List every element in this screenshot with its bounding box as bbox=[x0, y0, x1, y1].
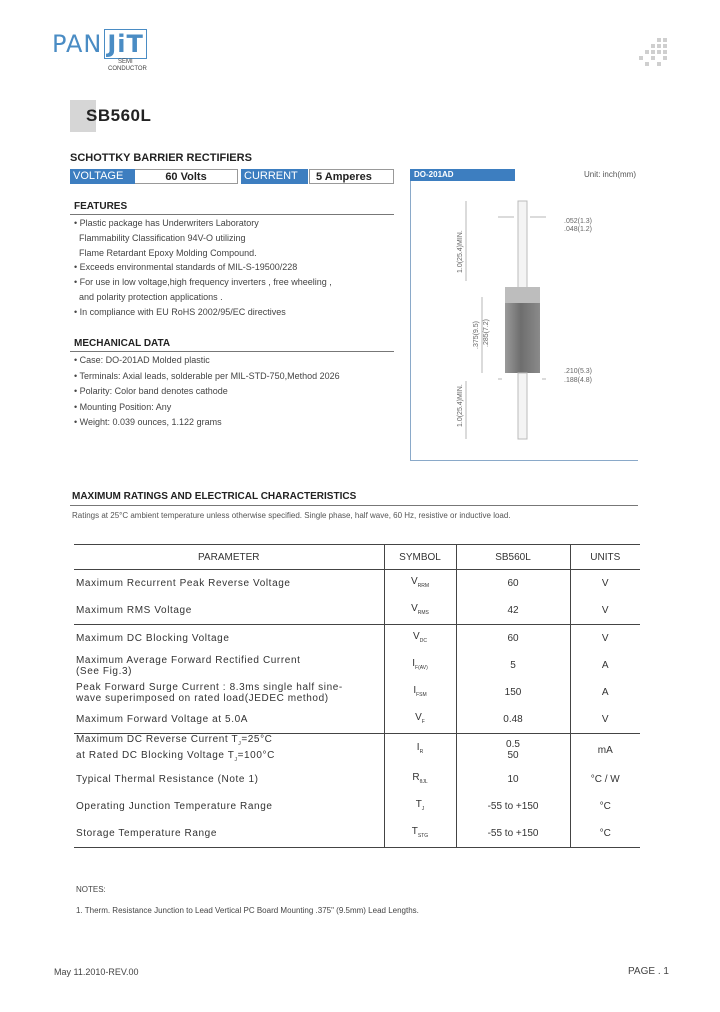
table-row bbox=[74, 625, 640, 653]
unit-cell: °C bbox=[570, 793, 640, 820]
param-cell bbox=[74, 597, 384, 625]
param-text: Maximum RMS Voltage bbox=[76, 605, 192, 616]
mechanical-line: • Case: DO-201AD Molded plastic bbox=[74, 355, 210, 365]
package-unit: Unit: inch(mm) bbox=[583, 170, 636, 179]
corner-pattern-icon bbox=[637, 38, 667, 68]
param-text-line2 bbox=[76, 750, 384, 766]
current-label: CURRENT bbox=[241, 169, 308, 184]
symbol-subscript: STG bbox=[417, 832, 429, 839]
logo-sub-line1: SEMI bbox=[118, 59, 133, 65]
symbol-cell bbox=[384, 734, 456, 767]
symbol-text: I bbox=[413, 684, 417, 696]
value-cell: 60 bbox=[456, 625, 570, 653]
feature-line: • For use in low voltage,high frequency inverters , free wheeling , bbox=[74, 277, 332, 288]
feature-line: Flame Retardant Epoxy Molding Compound. bbox=[79, 247, 257, 258]
feature-line: and polarity protection applications . bbox=[79, 291, 223, 302]
symbol-cell bbox=[384, 706, 456, 734]
param-text: Storage Temperature Range bbox=[76, 828, 218, 839]
logo-jit-text: JiT bbox=[104, 29, 147, 59]
logo-sub-line2: CONDUCTOR bbox=[108, 66, 147, 72]
bottom-lead bbox=[518, 373, 527, 439]
mechanical-line: • Terminals: Axial leads, solderable per MIL-STD-750,Method 2026 bbox=[74, 370, 340, 381]
param-text: Peak Forward Surge Current : 8.3ms single half sine- bbox=[76, 681, 343, 693]
dim-bottom-lead-text: 1.0(25.4)MIN. bbox=[457, 384, 464, 427]
param-text-line2: (See Fig.3) bbox=[76, 665, 133, 677]
features-heading: FEATURES bbox=[70, 201, 394, 215]
param-text-a-end: =25°C bbox=[241, 734, 273, 745]
feature-line: • Plastic package has Underwriters Laboratory bbox=[74, 218, 259, 228]
symbol-text: V bbox=[410, 575, 418, 587]
value-cell: 60 bbox=[456, 570, 570, 598]
col-header-part: SB560L bbox=[456, 545, 570, 570]
param-text bbox=[76, 734, 384, 750]
symbol-cell bbox=[384, 793, 456, 820]
table-row bbox=[74, 679, 640, 706]
col-header-parameter: PARAMETER bbox=[74, 545, 384, 570]
param-text: Operating Junction Temperature Range bbox=[76, 801, 273, 812]
dim-lead-dia-2-text: .048(1.2) bbox=[564, 226, 593, 233]
dim-top-lead-text: 1.0(25.4)MIN. bbox=[457, 230, 464, 273]
symbol-text: T bbox=[411, 825, 418, 837]
voltage-label: VOLTAGE bbox=[70, 169, 135, 184]
feature-line: • Exceeds environmental standards of MIL-S-19500/228 bbox=[74, 262, 298, 273]
col-header-symbol: SYMBOL bbox=[384, 545, 456, 570]
voltage-value: 60 Volts bbox=[135, 169, 238, 184]
table-row bbox=[74, 570, 640, 598]
unit-cell: °C bbox=[570, 820, 640, 848]
symbol-subscript: RRM bbox=[417, 582, 430, 589]
param-cell bbox=[74, 820, 384, 848]
param-text-b-end: =100°C bbox=[237, 750, 275, 761]
param-cell bbox=[74, 734, 384, 767]
unit-cell: V bbox=[570, 570, 640, 598]
mechanical-line: • Mounting Position: Any bbox=[74, 401, 172, 412]
value-cell bbox=[456, 734, 570, 767]
top-lead bbox=[518, 201, 527, 297]
symbol-text: R bbox=[412, 771, 420, 783]
symbol-text: V bbox=[415, 711, 422, 723]
value-cell: 150 bbox=[456, 679, 570, 706]
company-logo bbox=[52, 30, 147, 58]
dim-body-dia-2-text: .188(4.8) bbox=[564, 377, 593, 384]
table-row bbox=[74, 706, 640, 734]
param-text: Maximum Recurrent Peak Reverse Voltage bbox=[76, 578, 291, 589]
unit-cell: mA bbox=[570, 734, 640, 767]
param-text-line2: wave superimposed on rated load(JEDEC method) bbox=[76, 692, 329, 704]
param-cell bbox=[74, 625, 384, 653]
param-cell bbox=[74, 706, 384, 734]
table-row bbox=[74, 820, 640, 848]
value-cell: 42 bbox=[456, 597, 570, 625]
table-row bbox=[74, 652, 640, 679]
param-text: Typical Thermal Resistance (Note 1) bbox=[76, 774, 259, 785]
param-text-b: at Rated DC Blocking Voltage T bbox=[76, 750, 235, 761]
symbol-cell bbox=[384, 652, 456, 679]
max-ratings-divider bbox=[70, 505, 638, 506]
symbol-text: I bbox=[412, 657, 416, 669]
value-cell: -55 to +150 bbox=[456, 820, 570, 848]
package-header bbox=[410, 169, 638, 181]
symbol-subscript: DC bbox=[419, 637, 427, 644]
symbol-text: V bbox=[411, 602, 418, 614]
table-row bbox=[74, 597, 640, 625]
feature-line: • In compliance with EU RoHS 2002/95/EC directives bbox=[74, 306, 286, 317]
param-cell bbox=[74, 766, 384, 793]
mechanical-line: • Polarity: Color band denotes cathode bbox=[74, 386, 228, 397]
value-cell: 10 bbox=[456, 766, 570, 793]
diode-body bbox=[505, 297, 540, 373]
dim-body-len-2-text: .285(7.2) bbox=[483, 318, 490, 347]
param-text: Maximum Forward Voltage at 5.0A bbox=[76, 714, 248, 725]
unit-cell: V bbox=[570, 706, 640, 734]
symbol-text: I bbox=[416, 742, 420, 753]
value-line1: 0.5 bbox=[506, 739, 520, 750]
package-name: DO-201AD bbox=[410, 169, 515, 181]
value-cell: 5 bbox=[456, 652, 570, 679]
table-header-row bbox=[74, 545, 640, 570]
table-row bbox=[74, 793, 640, 820]
symbol-cell bbox=[384, 625, 456, 653]
symbol-subscript: F(AV) bbox=[415, 664, 428, 671]
symbol-text: V bbox=[413, 630, 420, 642]
note-1: 1. Therm. Resistance Junction to Lead Vertical PC Board Mounting .375" (9.5mm) Lead Lengths. bbox=[76, 906, 419, 915]
max-ratings-heading: MAXIMUM RATINGS AND ELECTRICAL CHARACTERISTICS bbox=[72, 491, 357, 502]
notes-heading: NOTES: bbox=[76, 885, 106, 894]
part-number-title: SB560L bbox=[86, 106, 152, 125]
param-text: Maximum DC Blocking Voltage bbox=[76, 633, 230, 644]
feature-line: Flammability Classification 94V-O utilizing bbox=[79, 232, 246, 243]
col-header-units: UNITS bbox=[570, 545, 640, 570]
unit-cell: A bbox=[570, 679, 640, 706]
param-cell bbox=[74, 570, 384, 598]
param-sub-b: J bbox=[234, 757, 238, 763]
symbol-cell bbox=[384, 570, 456, 598]
symbol-subscript: J bbox=[421, 805, 425, 812]
mechanical-heading: MECHANICAL DATA bbox=[70, 338, 394, 352]
dim-body-len-1-text: .375(9.5) bbox=[473, 320, 480, 349]
symbol-subscript: F bbox=[421, 718, 425, 725]
symbol-subscript: FSM bbox=[416, 691, 427, 698]
value-cell: 0.48 bbox=[456, 706, 570, 734]
footer-date: May 11.2010-REV.00 bbox=[54, 967, 139, 977]
symbol-subscript: RMS bbox=[417, 609, 429, 616]
param-cell bbox=[74, 679, 384, 706]
param-text: Maximum Average Forward Rectified Current bbox=[76, 654, 301, 666]
footer-page: PAGE . 1 bbox=[628, 966, 669, 977]
symbol-cell bbox=[384, 597, 456, 625]
logo-subtitle bbox=[108, 59, 147, 73]
max-ratings-note: Ratings at 25°C ambient temperature unless otherwise specified. Single phase, half wave, 60 Hz, resistive or inductive load. bbox=[72, 511, 511, 520]
param-text-a: Maximum DC Reverse Current T bbox=[76, 734, 239, 745]
symbol-cell bbox=[384, 679, 456, 706]
product-subtitle: SCHOTTKY BARRIER RECTIFIERS bbox=[70, 152, 252, 164]
symbol-subscript: θJL bbox=[419, 778, 428, 785]
symbol-cell bbox=[384, 766, 456, 793]
unit-cell: V bbox=[570, 625, 640, 653]
features-list bbox=[74, 216, 404, 320]
mechanical-line: • Weight: 0.039 ounces, 1.122 grams bbox=[74, 417, 222, 428]
param-sub-a: J bbox=[238, 741, 242, 747]
symbol-cell bbox=[384, 820, 456, 848]
value-cell: -55 to +150 bbox=[456, 793, 570, 820]
unit-cell: A bbox=[570, 652, 640, 679]
logo-pan-text: PAN bbox=[52, 30, 103, 58]
dim-body-dia-1-text: .210(5.3) bbox=[564, 368, 593, 375]
value-line2: 50 bbox=[507, 750, 519, 761]
table-row bbox=[74, 766, 640, 793]
current-value: 5 Amperes bbox=[309, 169, 394, 184]
param-cell bbox=[74, 793, 384, 820]
table-row bbox=[74, 734, 640, 767]
symbol-subscript: R bbox=[419, 749, 424, 755]
param-cell bbox=[74, 652, 384, 679]
diode-outline-drawing bbox=[410, 181, 638, 461]
ratings-table bbox=[74, 544, 640, 848]
mechanical-list bbox=[74, 353, 404, 431]
symbol-text: T bbox=[415, 798, 422, 810]
unit-cell: V bbox=[570, 597, 640, 625]
cathode-band bbox=[505, 287, 540, 303]
unit-cell: °C / W bbox=[570, 766, 640, 793]
dim-lead-dia-1-text: .052(1.3) bbox=[564, 218, 593, 225]
